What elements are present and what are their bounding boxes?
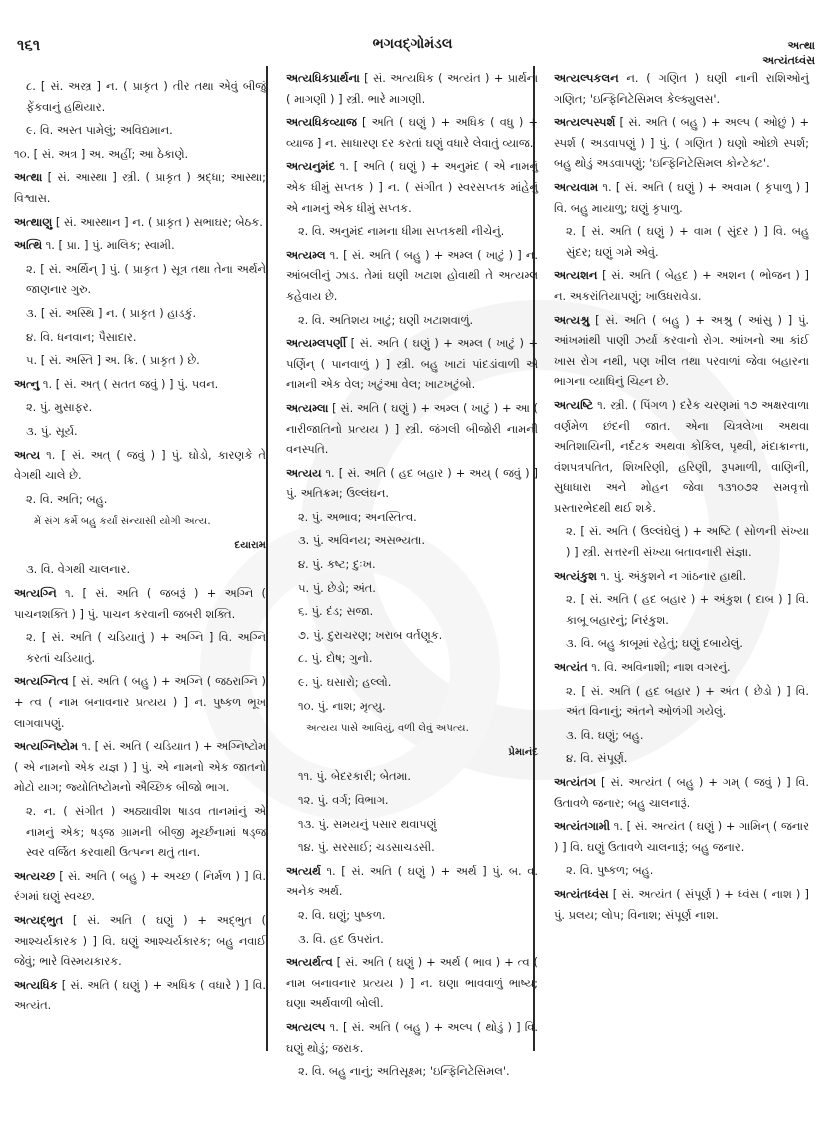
entry-headword: અત્યનુમંદ: [286, 159, 336, 174]
entry-definition: ૧. [ સં. અતિ ( ઘણું ) + અવામ ( કૃપાળુ ) ] વિ. બહુ માયાળુ; ઘણું કૃપાળુ.: [554, 179, 809, 215]
entry-definition: [ સં. આસ્થાન ] ન. ( પ્રાકૃત ) સભાઘર; બેઠક.: [52, 214, 263, 229]
entry-sense: ૫. [ સં. અસ્તિ ] અ. ક્રિ. ( પ્રાકૃત ) છે.: [26, 353, 200, 368]
entry-headword: અત્યલ્પકલન: [554, 71, 619, 85]
entry-definition: [ સં. અત્યધિક ( અત્યંત ) + પ્રાર્થના ( માગણી ) ] સ્ત્રી. ભારે માગણી.: [286, 71, 538, 106]
entry-headword: અત્યલ્પ: [286, 1019, 326, 1034]
entry-definition: [ સં. અત્યંત ( બહુ ) + ગમ્ ( જવું ) ] વિ. ઉતાવળે જનાર; બહુ ચાલનારૂં.: [554, 775, 809, 810]
dictionary-entry: [554, 884, 809, 925]
entry-headword: અત્યગ્નિત્વ: [14, 674, 69, 689]
dictionary-entry: [286, 861, 538, 902]
entry-headword: અત્યધિક: [14, 977, 58, 992]
dictionary-entry: [286, 68, 538, 109]
dictionary-entry: [554, 112, 809, 174]
entry-headword: અત્યર્થ: [286, 863, 321, 878]
entry-definition: [ સં. અતિ ( બહુ ) + અગ્નિ ( જઠરાગ્નિ ) + ત્વ ( નામ બનાવનાર પ્રત્યય ) ] ન. પુષ્કળ ભૂખ લાગવાપણું.: [14, 674, 266, 730]
dictionary-entry: [286, 1017, 538, 1058]
dictionary-entry: [286, 156, 538, 218]
entry-sense: ૨. [ સં. અતિ ( હદ બહાર ) + અંત ( છેડો ) ] વિ. અંત વિનાનું; અંતને ઓળંગી ગયેલું.: [566, 683, 809, 719]
entry-definition: ૧. [ સં. અતિ ( હદ બહાર ) + અય્ ( જવું ) ] પું. અતિક્રમ; ઉલ્લંઘન.: [286, 465, 538, 501]
entry-headword: અત્યય: [286, 465, 322, 480]
dictionary-columns: [14, 71, 814, 1126]
entry-definition: [ સં. અત્યંત ( સંપૂર્ણ ) + ધ્વંસ ( નાશ ) ] પું. પ્રલય; લોપ; વિનાશ; સંપૂર્ણ નાશ.: [554, 886, 809, 922]
entry-definition: ૧. [ સં. અતિ ( ચડિયાત ) + અગ્નિષ્ટોમ ( એ નામનો એક યજ્ઞ ) ] પું. એ નામનો એક જાતનો મોટો યાગ; જ્યોતિષ્ટોમનો ઐચ્છિક બીજો ભાગ.: [14, 739, 266, 795]
entry-sense: ૨. વિ. અતિશય ખાટું; ઘણી ખટાશવાળું.: [298, 312, 474, 327]
entry-headword: અત્યધિકવ્યાજ: [286, 115, 357, 130]
entry-sense: ૪. વિ. ધનવાન; પૈસાદાર.: [26, 329, 137, 344]
entry-definition: [ સં. અતિ ( બહુ ) + અશ્રુ ( આંસુ ) ] પું. આંખમાંથી પાણી ઝર્યા કરવાનો રોગ. આંખનો આ કાંઈ ખાસ રોગ નથી, પણ ખીલ તથા પરવાળાં જેવા બહારના ભાગના વ્યાધિનું ચિહ્ન છે.: [554, 312, 809, 389]
entry-sense: ૯. વિ. અસ્ત પામેલું; અવિદ્યમાન.: [26, 123, 173, 138]
entry-definition: [ સં. અતિ ( બહુ ) + અલ્પ ( ઓછું ) + સ્પર્શ ( અડવાપણું ) ] પું. ( ગણિત ) ઘણો ઓછો સ્પર્શ; બહુ થોડું અડવાપણું; 'ઇન્ફિનિટેસિમલ કોન્ટેક્ટ'.: [554, 115, 809, 171]
entry-definition: [ અતિ ( ઘણું ) + અધિક ( વધુ ) + વ્યાજ ] ન. સાધારણ દર કરતાં ઘણું વધારે લેવાતું વ્યાજ.: [286, 115, 538, 150]
dictionary-entry: [554, 177, 809, 218]
column-2: [286, 68, 538, 1085]
dictionary-entry: [14, 167, 266, 208]
entry-sense: ૨. [ સં. અતિ ( ઘણું ) + વામ ( સુંદર ) ] વિ. બહુ સુંદર; ઘણું ગમે એવું.: [566, 224, 809, 259]
entry-headword: અત્યશન: [554, 268, 598, 283]
entry-headword: અત્યંતગ: [554, 775, 596, 789]
entry-headword: અત્યચ્છ: [14, 868, 56, 883]
entry-headword: અત્યમ્લપર્ણી: [286, 336, 347, 351]
dictionary-entry: [554, 772, 809, 813]
entry-sense: ૧૨. પું. વર્ગ; વિભાગ.: [298, 793, 389, 807]
entry-headword: અત્યંત: [554, 660, 588, 675]
dictionary-entry: [554, 657, 809, 678]
dictionary-entry: [554, 395, 809, 519]
entry-definition: ૧. [ સં. અત્ ( સતત જવું ) ] પું. પવન.: [39, 376, 219, 391]
running-title: ભગવદ્ગોમંડલ: [372, 36, 453, 52]
dictionary-entry: [554, 566, 809, 587]
entry-sense: ૫. પું. છેડો; અંત.: [298, 580, 376, 595]
entry-definition: [ સં. આસ્થા ] સ્ત્રી. ( પ્રાકૃત ) શ્રદ્ધા; આસ્થા; વિશ્વાસ.: [14, 170, 266, 205]
entry-sense: ૨. પું. અભાવ; અનસ્તિત્વ.: [298, 509, 417, 524]
dictionary-entry: [14, 910, 266, 972]
entry-definition: [ સં. અતિ ( ઘણું ) + અધિક ( વધારે ) ] વિ. અત્યંત.: [14, 977, 266, 1013]
entry-headword: અત્યધિકપ્રાર્થના: [286, 71, 360, 85]
entry-definition: [ સં. અતિ ( ઘણું ) + અદ્ભુત ( આશ્ચર્યકારક ) ] વિ. ઘણું આશ્ચર્યકારક; બહુ નવાઈ જેવું; ભારે વિસ્મયકારક.: [14, 912, 266, 969]
entry-headword: અત્યંતધ્વંસ: [554, 886, 609, 901]
entry-definition: ૧. [ સં. અત્ ( જવું ) ] પું. ઘોડો, કારણકે તે વેગથી ચાલે છે.: [14, 447, 266, 483]
entry-sense: ૧૪. પું. સરસાઈ; ચડસાચડસી.: [298, 840, 435, 855]
dictionary-entry: [286, 398, 538, 460]
dictionary-entry: [554, 68, 809, 109]
entry-headword: અત્યલ્પસ્પર્શ: [554, 115, 616, 130]
entry-definition: [ સં. અતિ ( બેહદ ) + અશન ( ભોજન ) ] ન. અકરાંતિયાપણું; ખાઉધરાવેડા.: [554, 268, 809, 303]
entry-sense: ૩. પું. અવિનય; અસભ્યતા.: [298, 533, 425, 548]
entry-definition: ૧. સ્ત્રી. ( પિંગળ ) દરેક ચરણમાં ૧૭ અક્ષરવાળા વર્ણમેળ છંદની જાત. એના ચિત્રલેખા અથવા અતિશાયિની, નર્દટક અથવા કોકિલ, પૃથ્વી, મંદાક્રાન્તા, વંશપત્રપતિત, શિખરિણી, હરિણી, રૂપમાળી, વાણિની, સુધાધારા અને મોહન જેવા ૧૩૧૦૭૨ સમવૃત્તો પ્રસ્તારભેદથી થઈ શકે.: [554, 397, 809, 515]
entry-headword: અત્થા: [14, 170, 43, 185]
entry-sense: ૨. વિ. અતિ; બહુ.: [26, 491, 108, 506]
dictionary-entry: [14, 671, 266, 733]
citation-author: દયારામ: [234, 539, 266, 551]
entry-sense: ૪. પું. કષ્ટ; દુઃખ.: [298, 557, 376, 572]
entry-definition: ૧. [ સં. અતિ ( ઘણું ) + અર્થ ] પું. બ. વ. અનેક અર્થ.: [286, 863, 538, 899]
entry-definition: [ સં. અતિ ( બહુ ) + અચ્છ ( નિર્મળ ) ] વિ. રંગમાં ઘણું સ્વચ્છ.: [14, 868, 266, 904]
guide-words: [762, 38, 815, 68]
entry-sense: ૨. [ સં. અતિ ( હદ બહાર ) + અંકુશ ( દાબ ) ] વિ. કાબૂ બહારનું; નિરંકુશ.: [566, 592, 809, 627]
entry-headword: અત્યંતગામી: [554, 819, 611, 834]
entry-definition: ન. ( ગણિત ) ઘણી નાની રાશિઓનું ગણિત; 'ઇન્ફિનિટેસિમલ કેલ્ક્યુલસ'.: [554, 71, 809, 106]
entry-headword: અત્યમ્લ: [286, 247, 326, 262]
entry-definition: ૧. પું. અંકુશને ન ગાંઠનાર હાથી.: [596, 568, 747, 583]
entry-sense: ૨. વિ. બહુ નાનું; અતિસૂક્ષ્મ; 'ઇન્ફિનિટેસિમલ'.: [298, 1064, 510, 1079]
entry-headword: અત્યમ્લા: [286, 400, 329, 415]
entry-headword: અત્યગ્નિષ્ટોમ: [14, 739, 79, 754]
entry-definition: ૧. [ સં. અત્યંત ( ઘણું ) + ગામિન્ ( જનાર ) ] વિ. ઘણું ઉતાવળે ચાલનારૂં; બહુ જનાર.: [554, 819, 809, 854]
entry-sense: ૨. વિ. પુષ્કળ; બહુ.: [566, 863, 654, 878]
entry-definition: ૧. [ સં. અતિ ( બહુ ) + અલ્પ ( થોડું ) ] વિ. ઘણું થોડું; જરાક.: [286, 1019, 538, 1055]
entry-headword: અત્નુ: [14, 376, 40, 391]
entry-sense: ૨. ન. ( સંગીત ) અઠ્યાવીશ ષાડવ તાનમાંનું એ નામનું એક; ષડ્જ ગ્રામની બીજી મૂર્ચ્છનામાં ષડ્જ સ્વર વર્જિત કરવાથી ઉત્પન્ન થતું તાન.: [26, 804, 266, 860]
entry-definition: ૧. વિ. અવિનાશી; નાશ વગરનું.: [587, 660, 731, 675]
dictionary-entry: [14, 736, 266, 798]
dictionary-entry: [14, 445, 266, 486]
entry-sense: ૧૦. પું. નાશ; મૃત્યુ.: [298, 698, 386, 713]
entry-definition: ૧. [ અતિ ( ઘણું ) + અનુમંદ ( એ નામનું એક ધીમું સપ્તક ) ] ન. ( સંગીત ) સ્વરસપ્તક માંહેનું એ નામનું એક ધીમું સપ્તક.: [286, 159, 538, 215]
citation-quote: અત્યય પાસે આવિયું, વળી લેવું અપત્ય.: [306, 723, 469, 735]
entry-headword: અત્ય: [14, 447, 41, 462]
dictionary-entry: [554, 265, 809, 306]
entry-sense: ૩. વિ. વેગથી ચાલનાર.: [26, 562, 131, 577]
entry-sense: ૧૦. [ સં. અત્ર ] અ. અહીં; આ ઠેકાણે.: [14, 146, 189, 161]
dictionary-entry: [14, 212, 266, 233]
entry-sense: ૩. પું. સૂર્ય.: [26, 423, 78, 438]
entry-headword: અત્યગ્નિ: [14, 586, 57, 601]
dictionary-entry: [14, 975, 266, 1016]
entry-sense: ૮. પું. દોષ; ગુનો.: [298, 651, 373, 666]
dictionary-entry: [286, 463, 538, 504]
entry-headword: અત્યશ્રુ: [554, 312, 590, 327]
dictionary-entry: [14, 235, 266, 256]
entry-headword: અત્યદ્ભુત: [14, 912, 64, 927]
dictionary-entry: [14, 866, 266, 907]
entry-definition: [ સં. અતિ ( ઘણું ) + અમ્લ ( ખાટું ) + પર્ણિન્ ( પાનવાળું ) ] સ્ત્રી. બહુ ખાટાં પાંદડાંવાળી એ નામની એક વેલ; ખટુંઆ વેલ; ખાટખટુંબો.: [286, 336, 538, 392]
entry-sense: ૩. વિ. હદ ઉપરાંત.: [298, 931, 384, 946]
dictionary-entry: [286, 333, 538, 395]
entry-definition: ૧. [ સં. અતિ ( જબરૂં ) + અગ્નિ ( પાચનશક્તિ ) ] પું. પાચન કરવાની જબરી શક્તિ.: [14, 586, 266, 621]
entry-sense: ૬. પું. દંડ; સજા.: [298, 604, 374, 619]
entry-sense: ૩. વિ. ઘણું; બહુ.: [566, 727, 644, 742]
entry-sense: ૨. વિ. ઘણું; પુષ્કળ.: [298, 907, 386, 922]
entry-sense: ૨. પું. મુસાફર.: [26, 400, 93, 415]
entry-headword: અત્યંકુશ: [554, 568, 597, 583]
dictionary-entry: [286, 952, 538, 1014]
entry-sense: ૩. વિ. બહુ કાબૂમાં રહેતું; ઘણું દબાયેલું.: [566, 636, 743, 651]
dictionary-entry: [14, 374, 266, 395]
entry-sense: ૨. વિ. અનુમંદ નામના ધીમા સપ્તકથી નીચેનું.: [298, 224, 505, 239]
entry-sense: ૩. [ સં. અસ્થિ ] ન. ( પ્રાકૃત ) હાડકું.: [26, 305, 197, 320]
column-3: [554, 68, 809, 928]
entry-sense: ૨. [ સં. અર્થિન્ ] પું. ( પ્રાકૃત ) સૂત્ર તથા તેના અર્થને જાણનાર ગુરુ.: [26, 261, 266, 297]
page-number: ૧૬૧: [17, 36, 41, 54]
entry-headword: અત્યષ્ટિ: [554, 397, 594, 412]
guide-word-last: અત્યંતધ્વંસ: [762, 54, 815, 67]
entry-sense: ૧૧. પું. બેદરકારી; બેતમા.: [298, 769, 412, 784]
citation-quote: મેં સંગ કર્મે બહુ કર્યાં સંન્યાસી યોગી અત્ય.: [34, 516, 211, 528]
entry-sense: ૭. પું. દુરાચરણ; ખરાબ વર્તણૂક.: [298, 627, 443, 642]
entry-sense: ૧૩. પું. સમયનું પસાર થવાપણું: [298, 816, 437, 831]
dictionary-entry: [554, 310, 809, 392]
entry-sense: ૯. પું. ઘસારો; હલ્લો.: [298, 675, 392, 690]
citation-author: પ્રેમાનંદ: [508, 746, 538, 758]
dictionary-entry: [554, 816, 809, 857]
guide-word-first: અત્થા: [787, 39, 815, 52]
entry-sense: ૨. [ સં. અતિ ( ઉલ્લંઘેલું ) + અષ્ટિ ( સોળની સંખ્યા ) ] સ્ત્રી. સત્તરની સંખ્યા બતાવનારી સંજ્ઞા.: [566, 524, 809, 560]
column-1: [14, 76, 266, 1019]
entry-headword: અત્થિ: [14, 238, 43, 253]
entry-sense: ૪. વિ. સંપૂર્ણ.: [566, 751, 628, 766]
entry-headword: અત્યર્થત્વ: [286, 955, 333, 970]
entry-sense: ૨. [ સં. અતિ ( ચડિયાતું ) + અગ્નિ ] વિ. અગ્નિ કરતાં ચડિયાતું.: [26, 630, 266, 665]
entry-definition: ૧. [ પ્રા. ] પું. માલિક; સ્વામી.: [42, 238, 175, 253]
dictionary-entry: [286, 245, 538, 307]
entry-definition: [ સં. અતિ ( ઘણું ) + અમ્લ ( ખાટું ) + આ ( નારીજાતિનો પ્રત્યય ) ] સ્ત્રી. જંગલી બીજોરી નામની વનસ્પતિ.: [286, 400, 538, 457]
entry-headword: અત્યવામ: [554, 179, 599, 194]
page-header: [0, 0, 825, 70]
entry-definition: [ સં. અતિ ( ઘણું ) + અર્થ ( ભાવ ) + ત્વ ( નામ બનાવનાર પ્રત્યય ) ] ન. ઘણા ભાવવાળું ભાષ્ય; ઘણા અર્થવાળી બોલી.: [286, 955, 538, 1011]
dictionary-entry: [286, 112, 538, 153]
entry-headword: અત્થાણુ: [14, 214, 53, 229]
dictionary-entry: [14, 583, 266, 624]
entry-sense: ૮. [ સં. અસ્ત્ર ] ન. ( પ્રાકૃત ) તીર તથા એવું બીજું ફેંકવાનું હથિયાર.: [26, 79, 266, 114]
entry-definition: ૧. [ સં. અતિ ( બહુ ) + અમ્લ ( ખાટું ) ] ન. આંબલીનું ઝાડ. તેમાં ઘણી ખટાશ હોવાથી તે અત્યમ્લ કહેવાય છે.: [286, 247, 538, 303]
